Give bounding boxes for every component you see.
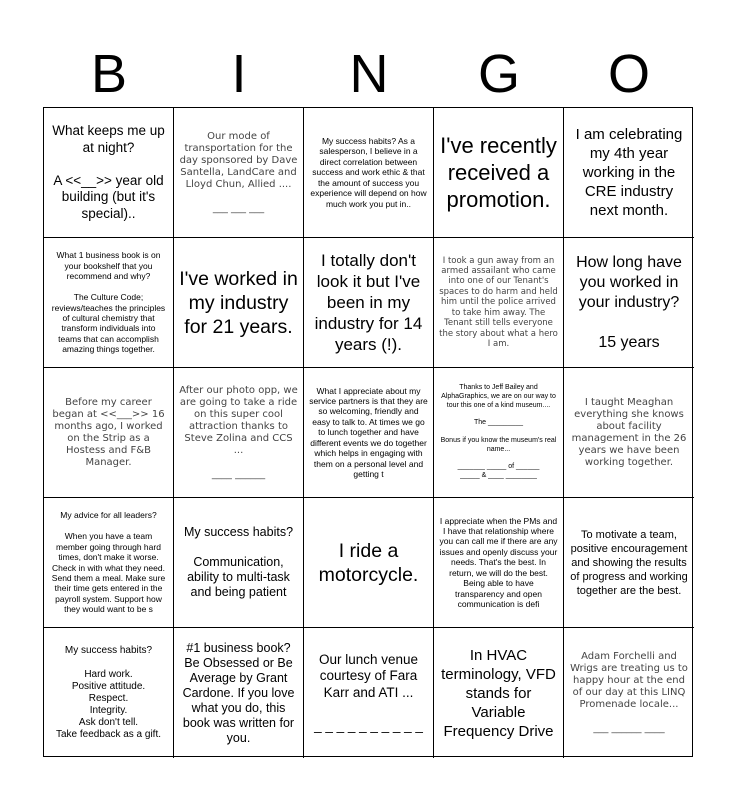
- cell-text: What 1 business book is on your bookshelf that you recommend and why? The Culture Code; reviews/teaches the principles of cultural chemistry that transform individuals into teams that can accomplish amazing things together.: [51, 250, 166, 355]
- cell-text: What keeps me up at night? A <<__>> year old building (but it's special)..: [52, 123, 165, 221]
- cell-text: After our photo opp, we are going to take a ride on this super cool attraction thanks to Steve Zolina and CCS ... ____ ______: [179, 384, 298, 480]
- cell-text: I totally don't look it but I've been in my industry for 14 years (!).: [314, 251, 423, 354]
- bingo-cell[interactable]: [434, 108, 564, 238]
- bingo-cell[interactable]: [174, 628, 304, 758]
- cell-text: To motivate a team, positive encouragement and showing the results of progress and working together are the best.: [570, 528, 688, 597]
- cell-text: In HVAC terminology, VFD stands for Variable Frequency Drive: [441, 646, 556, 740]
- bingo-cell[interactable]: [434, 498, 564, 628]
- bingo-cell[interactable]: [564, 108, 694, 238]
- cell-text: I've recently received a promotion.: [440, 133, 557, 212]
- bingo-title: [44, 44, 694, 104]
- bingo-cell[interactable]: [304, 498, 434, 628]
- title-letter-n: N: [349, 44, 389, 104]
- cell-text: My success habits? Hard work. Positive attitude. Respect. Integrity. Ask don't tell. Take feedback as a gift.: [55, 645, 162, 740]
- bingo-cell[interactable]: [564, 368, 694, 498]
- bingo-cell[interactable]: [44, 108, 174, 238]
- cell-text: How long have you worked in your industry? 15 years: [576, 253, 682, 351]
- cell-text: I taught Meaghan everything she knows about facility management in the 26 years we have been working together.: [571, 396, 687, 468]
- cell-text: Adam Forchelli and Wrigs are treating us to happy hour at the end of our day at this LINQ Promenade locale... ___ ______ ____: [570, 651, 688, 734]
- bingo-cell[interactable]: [304, 368, 434, 498]
- cell-text: I ride a motorcycle.: [318, 539, 419, 586]
- bingo-cell[interactable]: [434, 238, 564, 368]
- title-letter-b: B: [90, 44, 128, 104]
- cell-text: Our mode of transportation for the day sponsored by Dave Santella, LandCare and Lloyd Chun, Allied .... ___ ___ ___: [179, 130, 298, 214]
- bingo-cell[interactable]: [304, 238, 434, 368]
- bingo-cell[interactable]: [174, 238, 304, 368]
- cell-text: I've worked in my industry for 21 years.: [179, 267, 298, 338]
- bingo-cell[interactable]: [564, 628, 694, 758]
- cell-text: I appreciate when the PMs and I have that relationship where you can call me if there are any issues and openly discuss your needs. That's the best. In return, we will do the best. Being able to have transparency and open communication is defi: [439, 515, 558, 609]
- cell-text: My success habits? Communication, ability to multi-task and being patient: [183, 525, 294, 599]
- cell-text: My advice for all leaders? When you have a team member going through hard times, don't make it worse. Check in with what they need. Send them a meal. Make sure their time gets entered in the payroll system. Support how they would want to be s: [51, 510, 166, 615]
- bingo-cell[interactable]: [44, 628, 174, 758]
- cell-text: I took a gun away from an armed assailant who came into one of our Tenant's spaces to do harm and held him until the police arrived to take him away. The Tenant still tells everyone the story about what a hero I am.: [439, 255, 558, 349]
- bingo-cell[interactable]: [174, 108, 304, 238]
- cell-text: What I appreciate about my service partners is that they are so welcoming, friendly and easy to talk to. At times we go to lunch together and have different events we do together which helps in engaging with them on a personal level and getting t: [309, 385, 428, 479]
- bingo-cell[interactable]: [304, 108, 434, 238]
- bingo-cell[interactable]: [44, 368, 174, 498]
- bingo-cell[interactable]: [44, 498, 174, 628]
- cell-text: Our lunch venue courtesy of Fara Karr and ATI ... _ _ _ _ _ _ _ _ _ _: [314, 651, 423, 733]
- title-letter-g: G: [477, 44, 520, 104]
- title-letter-i: I: [231, 44, 247, 104]
- bingo-cell[interactable]: [174, 498, 304, 628]
- bingo-cell[interactable]: [434, 628, 564, 758]
- cell-text: My success habits? As a salesperson, I believe in a direct correlation between success and work ethic & that the amount of success you experience will depend on how much work you put in..: [310, 136, 427, 209]
- bingo-cell[interactable]: [304, 628, 434, 758]
- cell-text: Before my career began at <<___>> 16 months ago, I worked on the Strip as a Hostess and F&B Manager.: [52, 396, 165, 468]
- bingo-cell[interactable]: [564, 238, 694, 368]
- bingo-cell[interactable]: [44, 238, 174, 368]
- bingo-cell[interactable]: [434, 368, 564, 498]
- cell-text: Thanks to Jeff Bailey and AlphaGraphics, we are on our way to tour this one of a kind museum.... The _________ Bonus if you know the museum's real name... _______ _____ of ______ _____ & ____ ________: [440, 384, 557, 480]
- bingo-grid: [43, 107, 693, 757]
- cell-text: I am celebrating my 4th year working in the CRE industry next month.: [575, 126, 683, 219]
- cell-text: #1 business book? Be Obsessed or Be Average by Grant Cardone. If you love what you do, this book was written for you.: [182, 640, 295, 745]
- title-letter-o: O: [607, 44, 650, 104]
- bingo-cell[interactable]: [564, 498, 694, 628]
- bingo-cell[interactable]: [174, 368, 304, 498]
